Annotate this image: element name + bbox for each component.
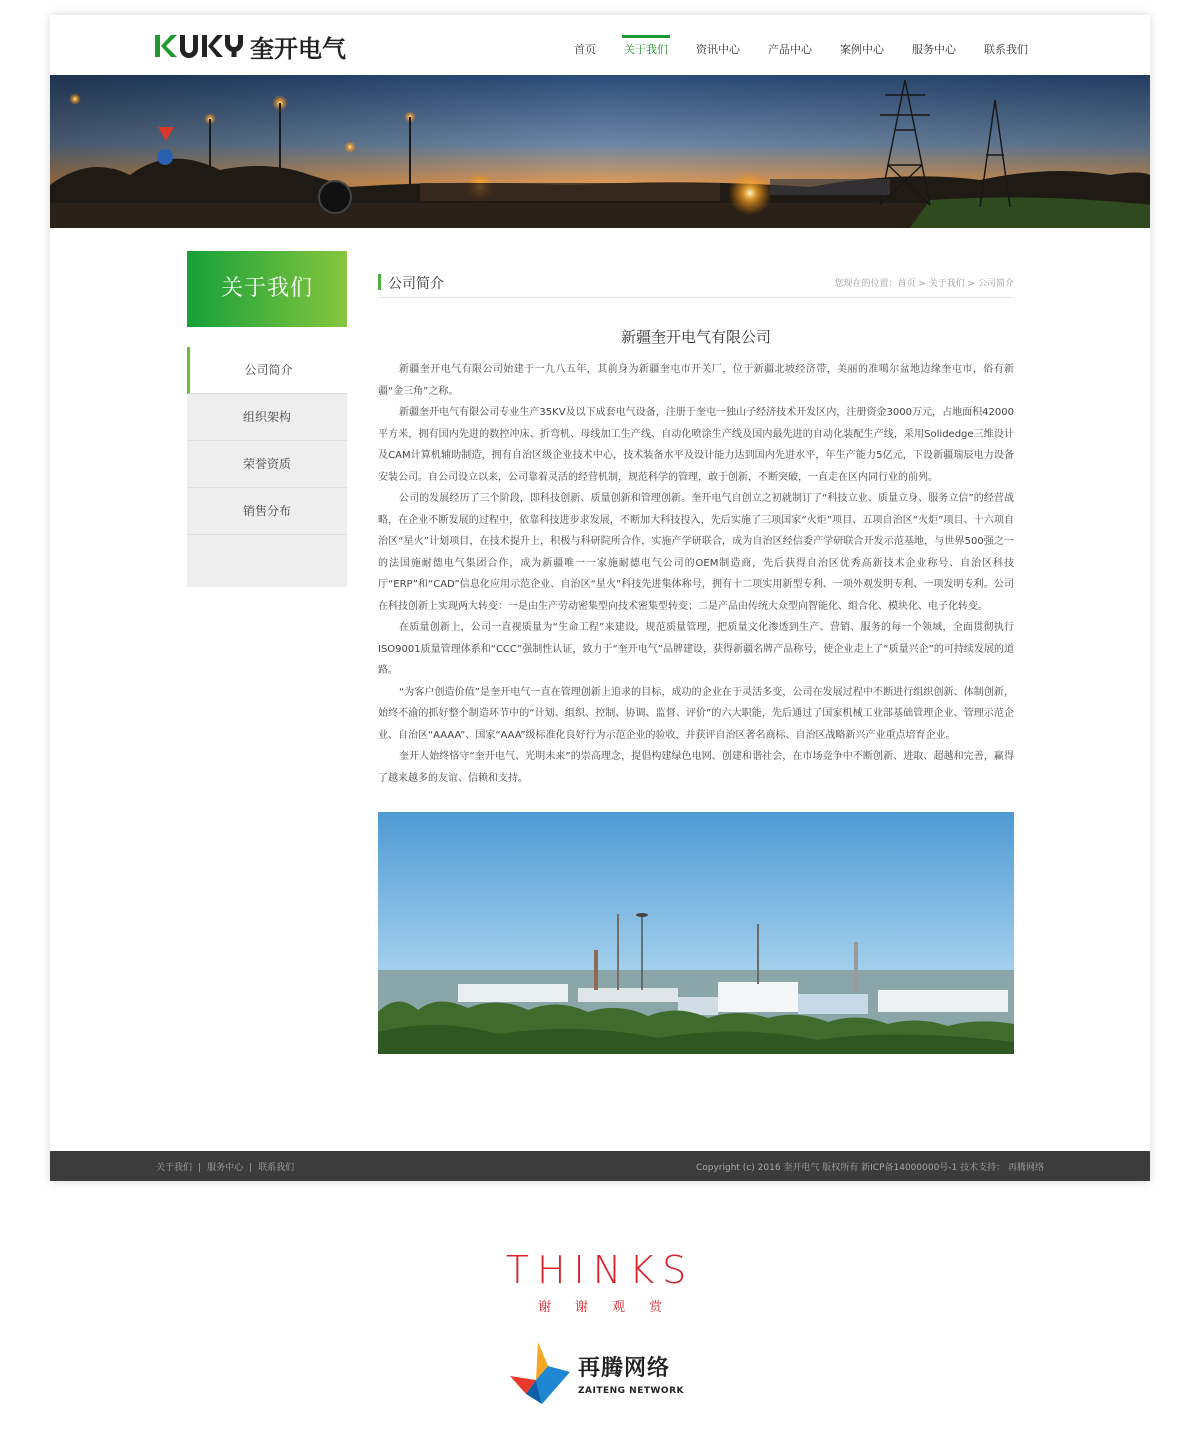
factory-image (378, 812, 1014, 1054)
nav-about[interactable]: 关于我们 (610, 15, 682, 75)
nav-home[interactable]: 首页 (574, 43, 596, 56)
sidebar-filler (187, 535, 347, 587)
article-paragraph: 奎开人始终恪守“奎开电气、光明未来”的崇高理念，提倡构建绿色电网、创建和谐社会，在市场竞争中不断创新、进取、超越和完善，赢得了越来越多的友谊、信赖和支持。 (378, 751, 1014, 784)
sidebar (187, 251, 347, 587)
factory-photo (378, 812, 1014, 1054)
main-content (378, 251, 1014, 1054)
breadcrumb[interactable]: 您现在的位置：首页 > 关于我们 > 公司简介 (834, 279, 1014, 289)
site-logo[interactable] (154, 31, 346, 61)
thanks-subtitle: 谢谢观赏 (537, 1300, 686, 1315)
footer-links (156, 1160, 294, 1173)
nav-news[interactable]: 资讯中心 (696, 43, 740, 56)
section-header (378, 251, 1014, 298)
sidebar-item-honors[interactable]: 荣誉资质 (187, 441, 347, 488)
sidebar-item-organization[interactable]: 组织架构 (187, 394, 347, 441)
footer-link-about[interactable]: 关于我们 (156, 1163, 193, 1173)
kuky-logo-icon (154, 32, 248, 60)
section-marker (378, 274, 381, 290)
sidebar-item-company-profile[interactable]: 公司简介 (187, 347, 347, 394)
footer-separator: | (249, 1163, 253, 1173)
logo-text: 奎开电气 (250, 34, 346, 63)
site-header (50, 15, 1150, 75)
zaiteng-logo-icon (508, 1340, 572, 1406)
brand-name-en: ZAITENG NETWORK (578, 1385, 684, 1396)
site-footer (50, 1151, 1150, 1181)
nav-contact[interactable]: 联系我们 (984, 43, 1028, 56)
brand-name-cn: 再腾网络 (578, 1355, 671, 1381)
banner-image (50, 75, 1150, 228)
nav-service[interactable]: 服务中心 (912, 43, 956, 56)
sidebar-item-sales-network[interactable]: 销售分布 (187, 488, 347, 535)
hero-banner (50, 75, 1150, 228)
thanks-heading: THINKS (505, 1248, 695, 1292)
sidebar-title: 关于我们 (187, 251, 347, 327)
footer-copyright: Copyright (c) 2016 奎开电气 版权所有 新ICP备14000000号-1 技术支持： 再腾网络 (695, 1163, 1044, 1173)
article-paragraph: “为客户创造价值”是奎开电气一直在管理创新上追求的目标，成功的企业在于灵活多变，公司在发展过程中不断进行组织创新、体制创新，始终不渝的抓好整个制造环节中的“计划、组织、控制、协调、监督、评价”的六大职能，先后通过了国家机械工业部基础管理企业、管理示范企业、自治区“AAAA”、国家“AAA”级标准化良好行为示范企业的验收，并获评自治区著名商标、自治区战略新兴产业重点培育企业。 (378, 686, 1014, 741)
nav-cases[interactable]: 案例中心 (840, 43, 884, 56)
sidebar-menu (187, 347, 347, 587)
article-paragraph: 新疆奎开电气有限公司始建于一九八五年，其前身为新疆奎屯市开关厂，位于新疆北坡经济带，美丽的准噶尔盆地边缘奎屯市，俗有新疆“金三角”之称。 (378, 364, 1014, 397)
article-title: 新疆奎开电气有限公司 (620, 328, 771, 346)
article-paragraph: 新疆奎开电气有限公司专业生产35KV及以下成套电气设备，注册于奎屯一独山子经济技术开发区内，注册资金3000万元，占地面积42000平方米，拥有国内先进的数控冲床、折弯机、母线加工生产线、自动化喷涂生产线及国内最先进的自动化装配生产线，采用Solidedge三维设计及CAM计算机辅助制造，拥有自治区级企业技术中心，技术装备水平及设计能力达到国内先进水平，年生产能力5亿元，下设新疆瑞辰电力设备安装公司。自公司设立以来，公司靠着灵活的经营机制，规范科学的管理，敢于创新，不断突破，一直走在区内同行业的前列。 (378, 407, 1014, 483)
nav-products[interactable]: 产品中心 (768, 43, 812, 56)
footer-link-service[interactable]: 服务中心 (207, 1163, 244, 1173)
article-body (378, 359, 1014, 789)
footer-link-contact[interactable]: 联系我们 (258, 1163, 295, 1173)
article-paragraph: 公司的发展经历了三个阶段，即科技创新、质量创新和管理创新。奎开电气自创立之初就制订了“科技立业、质量立身、服务立信”的经营战略，在企业不断发展的过程中，依靠科技进步求发展，不断加大科技投入，先后实施了三项国家“火炬”项目、五项自治区“火炬”项目、十六项自治区“星火”计划项目，在技术提升上，积极与科研院所合作，实施产学研联合，成为自治区经信委产学研联合开发示范基地，与世界500强之一的法国施耐德电气集团合作，成为新疆唯一一家施耐德电气公司的OEM制造商，先后获得自治区优秀高新技术企业称号、自治区科技厅“ERP”和“CAD”信息化应用示范企业、自治区“星火”科技先进集体称号，拥有十二项实用新型专利、一项外观发明专利、一项发明专利。公司在科技创新上实现两大转变：一是由生产劳动密集型向技术密集型转变；二是产品由传统大众型向智能化、组合化、模块化、电子化转变。 (378, 493, 1014, 612)
footer-separator: | (198, 1163, 202, 1173)
agency-brand (508, 1340, 684, 1406)
section-title: 公司简介 (388, 276, 444, 292)
main-nav (560, 15, 1042, 75)
thanks-section (0, 1248, 1200, 1315)
article-paragraph: 在质量创新上，公司一直视质量为“生命工程”来建设，规范质量管理，把质量文化渗透到生产、营销、服务的每一个领域，全面贯彻执行ISO9001质量管理体系和“CCC”强制性认证，致力于“奎开电气”品牌建设，获得新疆名牌产品称号，使企业走上了“质量兴企”的可持续发展的道路。 (378, 622, 1014, 676)
page-frame (50, 15, 1150, 1181)
